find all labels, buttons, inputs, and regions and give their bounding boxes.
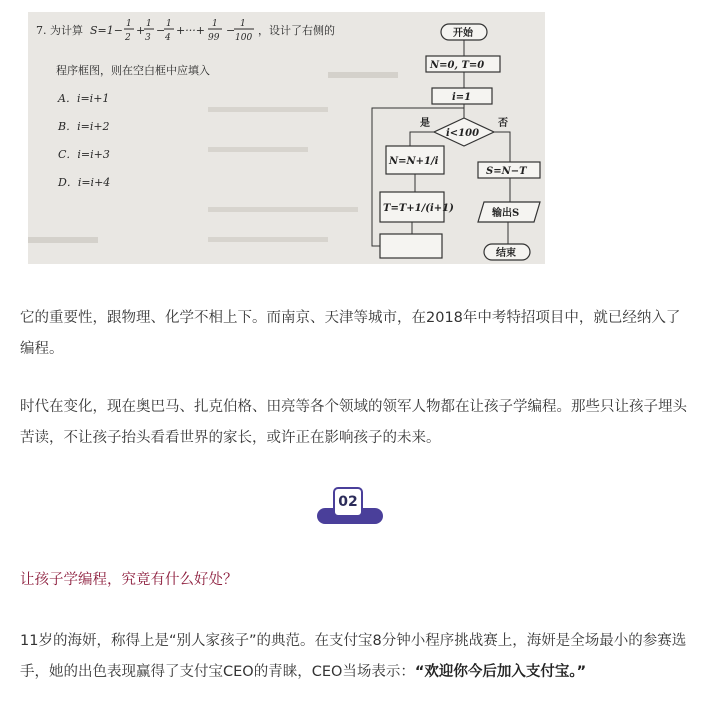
svg-text:2: 2	[125, 33, 131, 43]
section-number-badge	[317, 485, 383, 525]
fc-condition-label: i<100	[446, 128, 480, 139]
svg-text:1: 1	[126, 19, 132, 29]
section-heading: 让孩子学编程，究竟有什么好处？	[20, 572, 238, 588]
formula-lead: S=1−	[90, 24, 123, 37]
svg-text:1: 1	[146, 19, 152, 29]
paragraph-haiyan	[20, 626, 692, 688]
svg-text:4: 4	[165, 33, 171, 43]
question-suffix: ，设计了右侧的	[258, 24, 335, 37]
fc-update-n-label: N=N+1/i	[389, 156, 439, 167]
exam-question-drawing	[28, 12, 545, 264]
fc-compute-s-label: S=N−T	[486, 166, 527, 177]
paragraph-times-changing: 时代在变化，现在奥巴马、扎克伯格、田亮等各个领域的领军人物都在让孩子学编程。那些只让孩子埋头苦读，不让孩子抬头看看世界的家长，或许正在影响孩子的未来。	[20, 399, 687, 446]
question-line2: 程序框图，则在空白框中应填入	[56, 64, 210, 77]
fc-update-t-label: T=T+1/(i+1)	[383, 203, 454, 214]
fc-no-label: 否	[498, 118, 508, 129]
svg-text:99: 99	[208, 33, 220, 43]
svg-text:3: 3	[145, 33, 151, 43]
option-d: D．i=i+4	[58, 176, 111, 189]
fc-init-label: N=0, T=0	[430, 60, 485, 71]
svg-text:−: −	[226, 24, 236, 37]
fc-start-label: 开始	[453, 28, 473, 39]
badge-number: 02	[333, 487, 363, 517]
svg-text:−: −	[156, 24, 166, 37]
svg-text:1: 1	[240, 19, 246, 29]
fc-yes-label: 是	[420, 118, 430, 129]
fc-end-label: 结束	[496, 248, 516, 259]
fc-set-i-label: i=1	[452, 92, 472, 103]
formula-fractions	[124, 19, 254, 43]
svg-text:1: 1	[166, 19, 172, 29]
svg-text:+: +	[136, 24, 146, 37]
option-c: C．i=i+3	[58, 148, 110, 161]
flowchart	[372, 24, 540, 260]
fc-blank-box	[380, 234, 442, 258]
option-b: B．i=i+2	[58, 120, 110, 133]
svg-text:100: 100	[235, 33, 253, 43]
exam-question-photo	[28, 12, 545, 264]
question-prefix: 7. 为计算	[36, 24, 83, 37]
paragraph-importance: 它的重要性，跟物理、化学不相上下。而南京、天津等城市，在2018年中考特招项目中，就已经纳入了编程。	[20, 310, 681, 357]
option-a: A．i=i+1	[58, 92, 110, 105]
fc-output-label: 输出S	[492, 208, 520, 219]
paragraph-haiyan-quote: “欢迎你今后加入支付宝。”	[414, 664, 587, 680]
svg-text:+···+: +···+	[176, 24, 205, 37]
svg-text:1: 1	[212, 19, 218, 29]
paragraph-haiyan-text: 11岁的海妍，称得上是“别人家孩子”的典范。在支付宝8分钟小程序挑战赛上，海妍是全场最小的参赛选手，她的出色表现赢得了支付宝CEO的青睐，CEO当场表示：	[20, 633, 687, 680]
